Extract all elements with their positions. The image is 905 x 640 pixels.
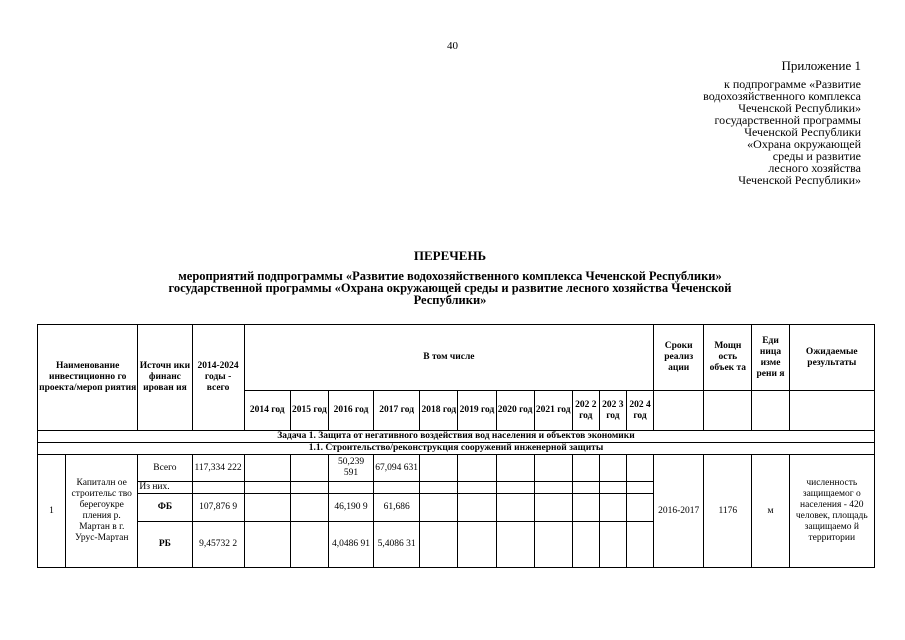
total-cell: 107,876 9 bbox=[192, 494, 244, 522]
page-number: 40 bbox=[447, 40, 458, 52]
header-including: В том числе bbox=[244, 325, 653, 391]
year-cell bbox=[420, 482, 458, 494]
measures-table bbox=[37, 324, 875, 568]
header-year: 2017 год bbox=[374, 391, 420, 431]
heading-line: государственной программы «Охрана окружающей среды и развитие лесного хозяйства Чеченской bbox=[168, 281, 732, 295]
year-cell bbox=[458, 494, 496, 522]
year-cell: 46,190 9 bbox=[328, 494, 373, 522]
heading-line: мероприятий подпрограммы «Развитие водохозяйственного комплекса Чеченской Республики» bbox=[178, 269, 722, 283]
header-year: 2014 год bbox=[244, 391, 290, 431]
subtask-row: 1.1. Строительство/реконструкция сооружений инженерной защиты bbox=[38, 443, 875, 455]
year-cell: 5,4086 31 bbox=[374, 522, 420, 568]
year-cell bbox=[458, 482, 496, 494]
appendix-line: лесного хозяйства bbox=[768, 161, 861, 175]
year-cell bbox=[290, 494, 328, 522]
year-cell bbox=[420, 522, 458, 568]
year-cell bbox=[534, 494, 572, 522]
year-cell bbox=[420, 455, 458, 482]
year-cell bbox=[290, 455, 328, 482]
total-cell: 117,334 222 bbox=[192, 455, 244, 482]
appendix-line: Чеченской Республики» bbox=[738, 101, 861, 115]
heading-line: Республики» bbox=[413, 293, 487, 307]
empty-cell bbox=[654, 391, 704, 431]
year-cell bbox=[290, 522, 328, 568]
year-cell bbox=[626, 522, 653, 568]
header-year: 2015 год bbox=[290, 391, 328, 431]
terms-cell: 2016-2017 bbox=[654, 455, 704, 568]
appendix-line: водохозяйственного комплекса bbox=[703, 89, 861, 103]
year-cell bbox=[572, 482, 599, 494]
year-cell bbox=[496, 494, 534, 522]
year-cell bbox=[626, 494, 653, 522]
year-cell bbox=[374, 482, 420, 494]
header-year: 202 3 год bbox=[599, 391, 626, 431]
year-cell: 50,239 591 bbox=[328, 455, 373, 482]
header-year: 202 4 год bbox=[626, 391, 653, 431]
year-cell bbox=[420, 494, 458, 522]
year-cell bbox=[626, 455, 653, 482]
appendix-line: среды и развитие bbox=[772, 149, 861, 163]
header-year: 2018 год bbox=[420, 391, 458, 431]
project-number: 1 bbox=[38, 455, 66, 568]
appendix-title: Приложение 1 bbox=[781, 58, 861, 73]
year-cell bbox=[496, 455, 534, 482]
year-cell bbox=[599, 455, 626, 482]
header-year: 202 2 год bbox=[572, 391, 599, 431]
year-cell bbox=[244, 455, 290, 482]
header-year: 2016 год bbox=[328, 391, 373, 431]
header-source: Источн ики финанс ирован ия bbox=[138, 325, 192, 431]
header-total: 2014-2024 годы - всего bbox=[192, 325, 244, 431]
year-cell bbox=[458, 455, 496, 482]
year-cell bbox=[534, 522, 572, 568]
year-cell: 67,094 631 bbox=[374, 455, 420, 482]
source-cell: Из них. bbox=[138, 482, 192, 494]
year-cell bbox=[534, 482, 572, 494]
empty-cell bbox=[704, 391, 752, 431]
year-cell bbox=[496, 522, 534, 568]
header-name: Наименование инвестиционно го проекта/мероп риятия bbox=[38, 325, 138, 431]
year-cell bbox=[290, 482, 328, 494]
year-cell bbox=[572, 522, 599, 568]
year-cell bbox=[599, 522, 626, 568]
total-cell: 9,45732 2 bbox=[192, 522, 244, 568]
header-year: 2021 год bbox=[534, 391, 572, 431]
year-cell bbox=[244, 482, 290, 494]
capacity-cell: 1176 bbox=[704, 455, 752, 568]
results-cell: численность защищаемог о населения - 420 человек, площадь защищаемо й территории bbox=[789, 455, 874, 568]
year-cell bbox=[458, 522, 496, 568]
year-cell bbox=[599, 494, 626, 522]
source-cell: РБ bbox=[138, 522, 192, 568]
header-year: 2020 год bbox=[496, 391, 534, 431]
appendix-block bbox=[703, 60, 861, 186]
empty-cell bbox=[789, 391, 874, 431]
year-cell bbox=[599, 482, 626, 494]
year-cell bbox=[572, 455, 599, 482]
year-cell: 61,686 bbox=[374, 494, 420, 522]
task-row: Задача 1. Защита от негативного воздействия вод населения и объектов экономики bbox=[38, 431, 875, 443]
appendix-line: к подпрограмме «Развитие bbox=[723, 77, 861, 91]
source-cell: Всего bbox=[138, 455, 192, 482]
header-results: Ожидаемые результаты bbox=[789, 325, 874, 391]
year-cell bbox=[534, 455, 572, 482]
unit-cell: м bbox=[752, 455, 789, 568]
year-cell bbox=[328, 482, 373, 494]
header-capacity: Мощн ость объек та bbox=[704, 325, 752, 391]
project-name: Капиталн ое строительс тво берегоукре пления р. Мартан в г. Урус-Мартан bbox=[66, 455, 138, 568]
year-cell bbox=[572, 494, 599, 522]
appendix-line: «Охрана окружающей bbox=[747, 137, 861, 151]
header-terms: Сроки реализ ации bbox=[654, 325, 704, 391]
document-heading bbox=[120, 248, 780, 306]
heading-title: ПЕРЕЧЕНЬ bbox=[413, 248, 487, 263]
appendix-line: Чеченской Республики» bbox=[738, 173, 861, 187]
empty-cell bbox=[752, 391, 789, 431]
year-cell: 4,0486 91 bbox=[328, 522, 373, 568]
appendix-line: государственной программы bbox=[714, 113, 861, 127]
header-year: 2019 год bbox=[458, 391, 496, 431]
year-cell bbox=[244, 494, 290, 522]
year-cell bbox=[626, 482, 653, 494]
source-cell: ФБ bbox=[138, 494, 192, 522]
year-cell bbox=[496, 482, 534, 494]
year-cell bbox=[244, 522, 290, 568]
appendix-line: Чеченской Республики bbox=[744, 125, 861, 139]
header-unit: Еди ница изме рени я bbox=[752, 325, 789, 391]
total-cell bbox=[192, 482, 244, 494]
